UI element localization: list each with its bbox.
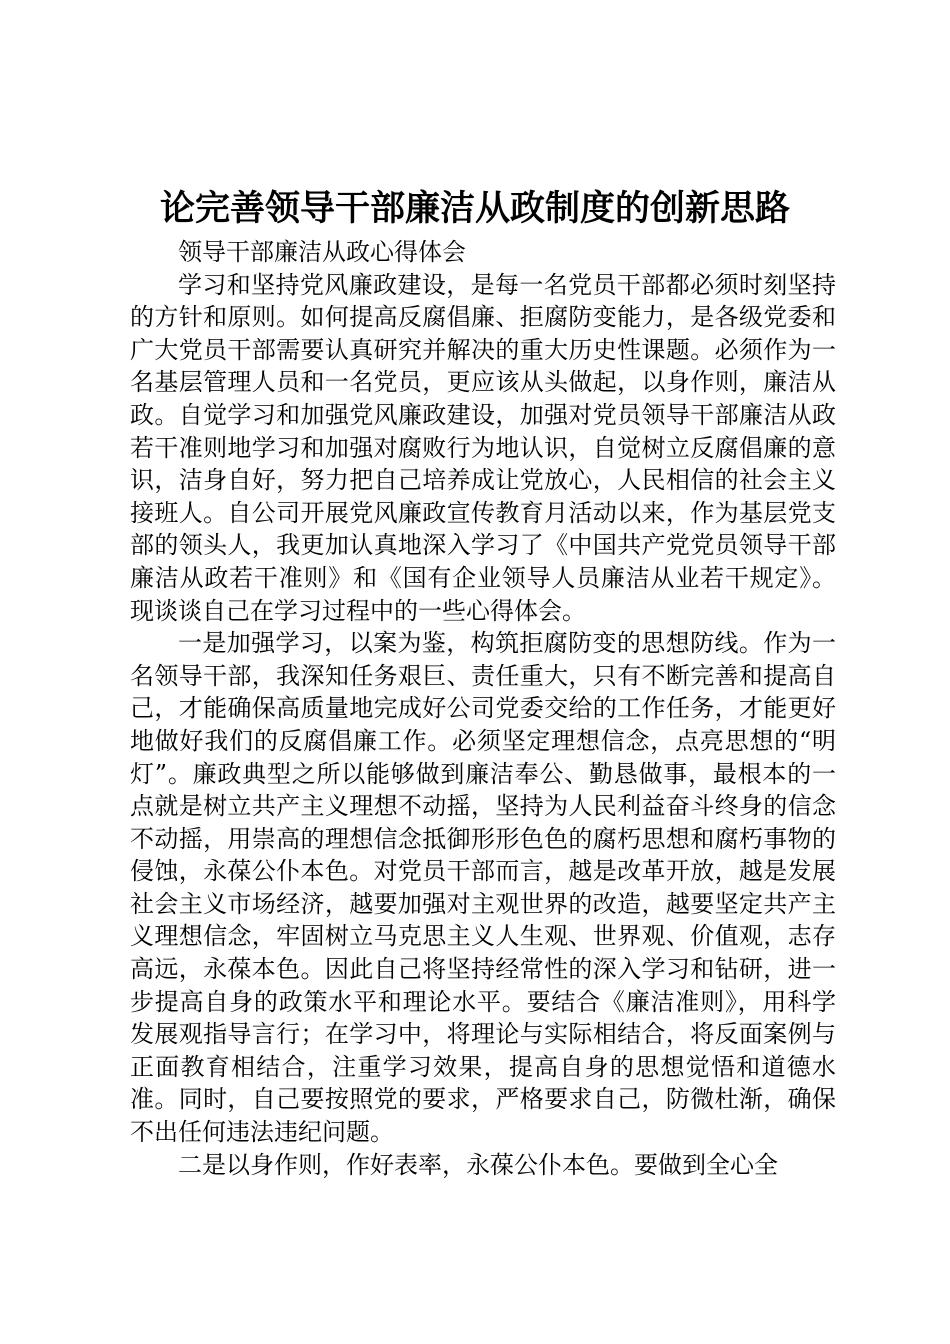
body-paragraph: 二是以身作则，作好表率，永葆公仆本色。要做到全心全 xyxy=(178,1150,778,1179)
subtitle-paragraph: 领导干部廉洁从政心得体会 xyxy=(178,238,466,266)
body-paragraph: 一是加强学习，以案为鉴，构筑拒腐防变的思想防线。作为一名领导干部，我深知任务艰巨、责任重大，只有不断完善和提高自己，才能确保高质量地完成好公司党委交给的工作任务，才能更好地做好我们的反腐倡廉工作。必须坚定理想信念，点亮思想的“明灯”。廉政典型之所以能够做到廉洁奉公、勤恳做事，最根本的一点就是树立共产主义理想不动摇，坚持为人民利益奋斗终身的信念不动摇，用崇高的理想信念抵御形形色色的腐朽思想和腐朽事物的侵蚀，永葆公仆本色。对党员干部而言，越是改革开放，越是发展社会主义市场经济，越要加强对主观世界的改造，越要坚定共产主义理想信念，牢固树立马克思主义人生观、世界观、价值观，志存高远，永葆本色。因此自己将坚持经常性的深入学习和钻研，进一步提高自身的政策水平和理论水平。要结合《廉洁准则》，用科学发展观指导言行；在学习中，将理论与实际相结合，将反面案例与正面教育相结合，注重学习效果，提高自身的思想觉悟和道德水准。同时，自己要按照党的要求，严格要求自己，防微杜渐，确保不出任何违法违纪问题。 xyxy=(130,629,836,1147)
document-body xyxy=(130,236,836,1181)
document-title: 论完善领导干部廉洁从政制度的创新思路 xyxy=(159,188,790,229)
body-paragraph: 学习和坚持党风廉政建设，是每一名党员干部都必须时刻坚持的方针和原则。如何提高反腐倡廉、拒腐防变能力，是各级党委和广大党员干部需要认真研究并解决的重大历史性课题。必须作为一名基层管理人员和一名党员，更应该从头做起，以身作则，廉洁从政。自觉学习和加强党风廉政建设，加强对党员领导干部廉洁从政若干准则地学习和加强对腐败行为地认识，自觉树立反腐倡廉的意识，洁身自好，努力把自己培养成让党放心，人民相信的社会主义接班人。自公司开展党风廉政宣传教育月活动以来，作为基层党支部的领头人，我更加认真地深入学习了《中国共产党党员领导干部廉洁从政若干准则》和《国有企业领导人员廉洁从业若干规定》。现谈谈自己在学习过程中的一些心得体会。 xyxy=(130,270,836,625)
